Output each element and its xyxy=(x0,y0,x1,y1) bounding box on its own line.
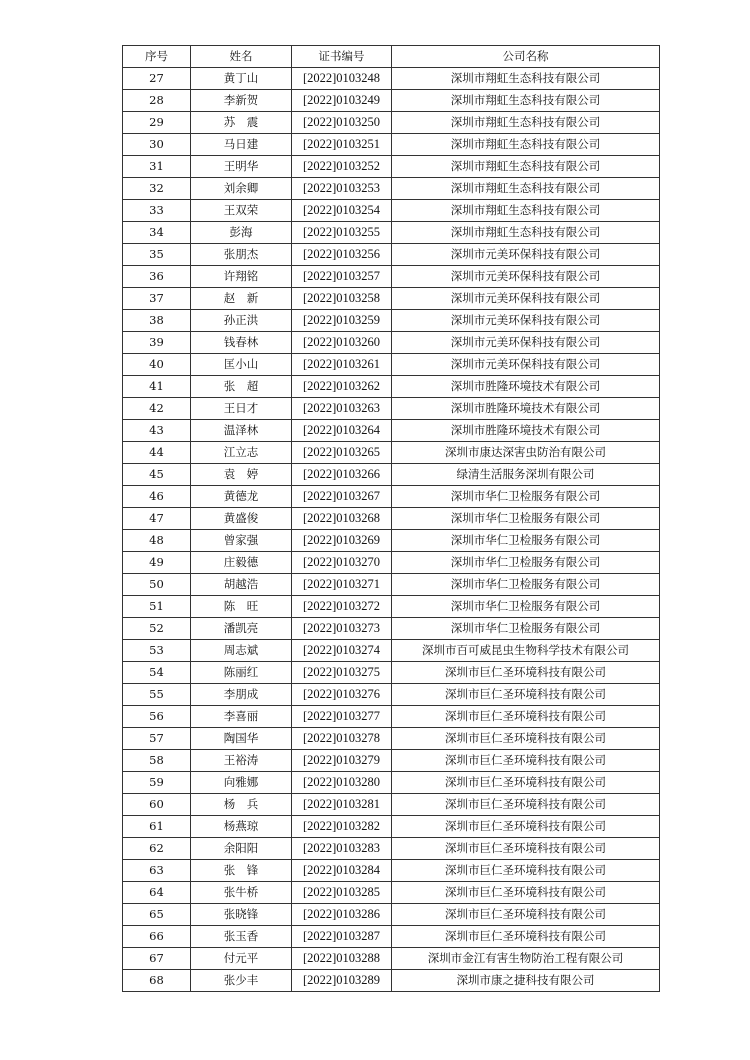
cell-serial: 65 xyxy=(123,904,191,926)
cell-name: 陶国华 xyxy=(191,728,292,750)
cell-serial: 31 xyxy=(123,156,191,178)
table-row xyxy=(123,552,660,574)
cell-certificate-no: [2022]0103250 xyxy=(292,112,392,134)
cell-name: 李喜丽 xyxy=(191,706,292,728)
cell-certificate-no: [2022]0103270 xyxy=(292,552,392,574)
cell-company: 深圳市巨仁圣环境科技有限公司 xyxy=(392,882,660,904)
cell-serial: 57 xyxy=(123,728,191,750)
cell-name: 张少丰 xyxy=(191,970,292,992)
header-row xyxy=(123,46,660,68)
cell-company: 深圳市华仁卫检服务有限公司 xyxy=(392,552,660,574)
cell-certificate-no: [2022]0103274 xyxy=(292,640,392,662)
cell-certificate-no: [2022]0103257 xyxy=(292,266,392,288)
table-row xyxy=(123,684,660,706)
cell-name: 张 锋 xyxy=(191,860,292,882)
cell-certificate-no: [2022]0103288 xyxy=(292,948,392,970)
cell-name: 张朋杰 xyxy=(191,244,292,266)
table-row xyxy=(123,332,660,354)
table-row xyxy=(123,860,660,882)
cell-serial: 62 xyxy=(123,838,191,860)
cell-serial: 29 xyxy=(123,112,191,134)
cell-company: 深圳市华仁卫检服务有限公司 xyxy=(392,596,660,618)
cell-certificate-no: [2022]0103282 xyxy=(292,816,392,838)
table-row xyxy=(123,464,660,486)
cell-name: 王双荣 xyxy=(191,200,292,222)
cell-name: 陈 旺 xyxy=(191,596,292,618)
cell-certificate-no: [2022]0103255 xyxy=(292,222,392,244)
table-header xyxy=(123,46,660,68)
cell-certificate-no: [2022]0103272 xyxy=(292,596,392,618)
cell-certificate-no: [2022]0103275 xyxy=(292,662,392,684)
cell-company: 深圳市康达深害虫防治有限公司 xyxy=(392,442,660,464)
header-serial: 序号 xyxy=(123,46,191,68)
cell-company: 深圳市巨仁圣环境科技有限公司 xyxy=(392,728,660,750)
cell-serial: 39 xyxy=(123,332,191,354)
cell-certificate-no: [2022]0103265 xyxy=(292,442,392,464)
cell-company: 深圳市翔虹生态科技有限公司 xyxy=(392,90,660,112)
cell-name: 杨燕琼 xyxy=(191,816,292,838)
cell-certificate-no: [2022]0103283 xyxy=(292,838,392,860)
cell-serial: 50 xyxy=(123,574,191,596)
table-row xyxy=(123,222,660,244)
table-row xyxy=(123,574,660,596)
cell-company: 深圳市华仁卫检服务有限公司 xyxy=(392,574,660,596)
cell-company: 深圳市胜隆环境技术有限公司 xyxy=(392,420,660,442)
table-row xyxy=(123,882,660,904)
cell-serial: 42 xyxy=(123,398,191,420)
cell-serial: 67 xyxy=(123,948,191,970)
header-name: 姓名 xyxy=(191,46,292,68)
cell-company: 深圳市巨仁圣环境科技有限公司 xyxy=(392,794,660,816)
table-row xyxy=(123,508,660,530)
cell-name: 彭海 xyxy=(191,222,292,244)
cell-certificate-no: [2022]0103252 xyxy=(292,156,392,178)
table-body xyxy=(123,68,660,992)
cell-serial: 27 xyxy=(123,68,191,90)
cell-company: 深圳市翔虹生态科技有限公司 xyxy=(392,68,660,90)
cell-name: 李新贺 xyxy=(191,90,292,112)
cell-company: 深圳市巨仁圣环境科技有限公司 xyxy=(392,750,660,772)
cell-company: 深圳市元美环保科技有限公司 xyxy=(392,310,660,332)
cell-company: 深圳市元美环保科技有限公司 xyxy=(392,332,660,354)
cell-company: 深圳市巨仁圣环境科技有限公司 xyxy=(392,926,660,948)
cell-name: 张玉香 xyxy=(191,926,292,948)
cell-company: 深圳市胜隆环境技术有限公司 xyxy=(392,398,660,420)
cell-certificate-no: [2022]0103284 xyxy=(292,860,392,882)
cell-serial: 47 xyxy=(123,508,191,530)
cell-certificate-no: [2022]0103285 xyxy=(292,882,392,904)
cell-certificate-no: [2022]0103266 xyxy=(292,464,392,486)
cell-serial: 30 xyxy=(123,134,191,156)
cell-company: 绿清生活服务深圳有限公司 xyxy=(392,464,660,486)
table-row xyxy=(123,904,660,926)
cell-certificate-no: [2022]0103256 xyxy=(292,244,392,266)
cell-certificate-no: [2022]0103278 xyxy=(292,728,392,750)
table-row xyxy=(123,178,660,200)
cell-serial: 44 xyxy=(123,442,191,464)
cell-serial: 35 xyxy=(123,244,191,266)
cell-certificate-no: [2022]0103259 xyxy=(292,310,392,332)
table-row xyxy=(123,750,660,772)
cell-serial: 54 xyxy=(123,662,191,684)
cell-serial: 56 xyxy=(123,706,191,728)
cell-serial: 58 xyxy=(123,750,191,772)
cell-certificate-no: [2022]0103261 xyxy=(292,354,392,376)
cell-certificate-no: [2022]0103286 xyxy=(292,904,392,926)
cell-name: 黄盛俊 xyxy=(191,508,292,530)
cell-name: 黄德龙 xyxy=(191,486,292,508)
cell-serial: 46 xyxy=(123,486,191,508)
cell-certificate-no: [2022]0103253 xyxy=(292,178,392,200)
cell-serial: 38 xyxy=(123,310,191,332)
cell-name: 庄毅德 xyxy=(191,552,292,574)
cell-serial: 41 xyxy=(123,376,191,398)
cell-name: 王日才 xyxy=(191,398,292,420)
cell-name: 苏 震 xyxy=(191,112,292,134)
cell-serial: 32 xyxy=(123,178,191,200)
cell-certificate-no: [2022]0103263 xyxy=(292,398,392,420)
cell-company: 深圳市胜隆环境技术有限公司 xyxy=(392,376,660,398)
cell-certificate-no: [2022]0103262 xyxy=(292,376,392,398)
cell-company: 深圳市元美环保科技有限公司 xyxy=(392,288,660,310)
cell-serial: 53 xyxy=(123,640,191,662)
table-row xyxy=(123,486,660,508)
cell-name: 钱春林 xyxy=(191,332,292,354)
cell-company: 深圳市巨仁圣环境科技有限公司 xyxy=(392,662,660,684)
cell-company: 深圳市巨仁圣环境科技有限公司 xyxy=(392,860,660,882)
table-row xyxy=(123,134,660,156)
table-row xyxy=(123,310,660,332)
cell-company: 深圳市巨仁圣环境科技有限公司 xyxy=(392,904,660,926)
table-row xyxy=(123,970,660,992)
cell-name: 孙正洪 xyxy=(191,310,292,332)
cell-serial: 64 xyxy=(123,882,191,904)
cell-certificate-no: [2022]0103267 xyxy=(292,486,392,508)
cell-serial: 63 xyxy=(123,860,191,882)
table-row xyxy=(123,288,660,310)
table-row xyxy=(123,794,660,816)
table-row xyxy=(123,266,660,288)
cell-serial: 37 xyxy=(123,288,191,310)
cell-certificate-no: [2022]0103268 xyxy=(292,508,392,530)
cell-name: 匡小山 xyxy=(191,354,292,376)
cell-name: 江立志 xyxy=(191,442,292,464)
cell-name: 向雅娜 xyxy=(191,772,292,794)
cell-certificate-no: [2022]0103271 xyxy=(292,574,392,596)
cell-company: 深圳市巨仁圣环境科技有限公司 xyxy=(392,838,660,860)
cell-serial: 40 xyxy=(123,354,191,376)
cell-name: 张晓锋 xyxy=(191,904,292,926)
cell-serial: 36 xyxy=(123,266,191,288)
table-row xyxy=(123,530,660,552)
cell-name: 刘余卿 xyxy=(191,178,292,200)
cell-name: 赵 新 xyxy=(191,288,292,310)
cell-certificate-no: [2022]0103269 xyxy=(292,530,392,552)
cell-certificate-no: [2022]0103281 xyxy=(292,794,392,816)
table-row xyxy=(123,838,660,860)
cell-serial: 68 xyxy=(123,970,191,992)
table-row xyxy=(123,244,660,266)
table-row xyxy=(123,816,660,838)
table-row xyxy=(123,772,660,794)
cell-company: 深圳市百可威昆虫生物科学技术有限公司 xyxy=(392,640,660,662)
table-row xyxy=(123,926,660,948)
table-row xyxy=(123,90,660,112)
cell-certificate-no: [2022]0103276 xyxy=(292,684,392,706)
cell-name: 杨 兵 xyxy=(191,794,292,816)
cell-name: 马日建 xyxy=(191,134,292,156)
table-row xyxy=(123,68,660,90)
cell-name: 潘凯亮 xyxy=(191,618,292,640)
header-certificate-no: 证书编号 xyxy=(292,46,392,68)
cell-company: 深圳市元美环保科技有限公司 xyxy=(392,354,660,376)
cell-name: 周志斌 xyxy=(191,640,292,662)
cell-serial: 34 xyxy=(123,222,191,244)
cell-serial: 61 xyxy=(123,816,191,838)
cell-name: 温泽林 xyxy=(191,420,292,442)
certificate-roster-table xyxy=(122,45,660,992)
cell-serial: 55 xyxy=(123,684,191,706)
cell-certificate-no: [2022]0103279 xyxy=(292,750,392,772)
cell-company: 深圳市巨仁圣环境科技有限公司 xyxy=(392,684,660,706)
table-row xyxy=(123,156,660,178)
cell-serial: 33 xyxy=(123,200,191,222)
cell-company: 深圳市巨仁圣环境科技有限公司 xyxy=(392,772,660,794)
cell-company: 深圳市翔虹生态科技有限公司 xyxy=(392,222,660,244)
table-row xyxy=(123,662,660,684)
table-row xyxy=(123,706,660,728)
table-row xyxy=(123,728,660,750)
cell-serial: 48 xyxy=(123,530,191,552)
cell-company: 深圳市华仁卫检服务有限公司 xyxy=(392,618,660,640)
cell-company: 深圳市华仁卫检服务有限公司 xyxy=(392,486,660,508)
cell-serial: 45 xyxy=(123,464,191,486)
cell-company: 深圳市康之捷科技有限公司 xyxy=(392,970,660,992)
cell-name: 余阳阳 xyxy=(191,838,292,860)
table-row xyxy=(123,398,660,420)
cell-serial: 51 xyxy=(123,596,191,618)
cell-company: 深圳市翔虹生态科技有限公司 xyxy=(392,156,660,178)
table-row xyxy=(123,640,660,662)
cell-certificate-no: [2022]0103280 xyxy=(292,772,392,794)
cell-company: 深圳市金江有害生物防治工程有限公司 xyxy=(392,948,660,970)
cell-company: 深圳市翔虹生态科技有限公司 xyxy=(392,112,660,134)
cell-name: 陈丽红 xyxy=(191,662,292,684)
cell-certificate-no: [2022]0103248 xyxy=(292,68,392,90)
cell-company: 深圳市巨仁圣环境科技有限公司 xyxy=(392,816,660,838)
table-row xyxy=(123,618,660,640)
cell-certificate-no: [2022]0103251 xyxy=(292,134,392,156)
cell-certificate-no: [2022]0103273 xyxy=(292,618,392,640)
cell-company: 深圳市巨仁圣环境科技有限公司 xyxy=(392,706,660,728)
cell-certificate-no: [2022]0103264 xyxy=(292,420,392,442)
cell-serial: 66 xyxy=(123,926,191,948)
cell-name: 张 超 xyxy=(191,376,292,398)
cell-company: 深圳市翔虹生态科技有限公司 xyxy=(392,178,660,200)
cell-name: 付元平 xyxy=(191,948,292,970)
table-row xyxy=(123,112,660,134)
cell-company: 深圳市元美环保科技有限公司 xyxy=(392,266,660,288)
table-row xyxy=(123,948,660,970)
cell-certificate-no: [2022]0103260 xyxy=(292,332,392,354)
cell-name: 曾家强 xyxy=(191,530,292,552)
table-row xyxy=(123,354,660,376)
table-row xyxy=(123,376,660,398)
cell-name: 胡越浩 xyxy=(191,574,292,596)
cell-serial: 59 xyxy=(123,772,191,794)
cell-serial: 28 xyxy=(123,90,191,112)
header-company: 公司名称 xyxy=(392,46,660,68)
cell-company: 深圳市翔虹生态科技有限公司 xyxy=(392,200,660,222)
cell-name: 王裕涛 xyxy=(191,750,292,772)
cell-serial: 49 xyxy=(123,552,191,574)
cell-name: 许翔铭 xyxy=(191,266,292,288)
cell-certificate-no: [2022]0103289 xyxy=(292,970,392,992)
table-row xyxy=(123,596,660,618)
cell-name: 袁 婷 xyxy=(191,464,292,486)
cell-serial: 52 xyxy=(123,618,191,640)
table-row xyxy=(123,200,660,222)
table-row xyxy=(123,420,660,442)
cell-name: 张牛桥 xyxy=(191,882,292,904)
cell-company: 深圳市翔虹生态科技有限公司 xyxy=(392,134,660,156)
cell-certificate-no: [2022]0103249 xyxy=(292,90,392,112)
cell-certificate-no: [2022]0103277 xyxy=(292,706,392,728)
cell-company: 深圳市华仁卫检服务有限公司 xyxy=(392,530,660,552)
cell-serial: 43 xyxy=(123,420,191,442)
cell-certificate-no: [2022]0103258 xyxy=(292,288,392,310)
cell-name: 王明华 xyxy=(191,156,292,178)
cell-company: 深圳市元美环保科技有限公司 xyxy=(392,244,660,266)
cell-certificate-no: [2022]0103254 xyxy=(292,200,392,222)
cell-name: 黄丁山 xyxy=(191,68,292,90)
cell-serial: 60 xyxy=(123,794,191,816)
cell-company: 深圳市华仁卫检服务有限公司 xyxy=(392,508,660,530)
table-row xyxy=(123,442,660,464)
cell-certificate-no: [2022]0103287 xyxy=(292,926,392,948)
cell-name: 李朋成 xyxy=(191,684,292,706)
